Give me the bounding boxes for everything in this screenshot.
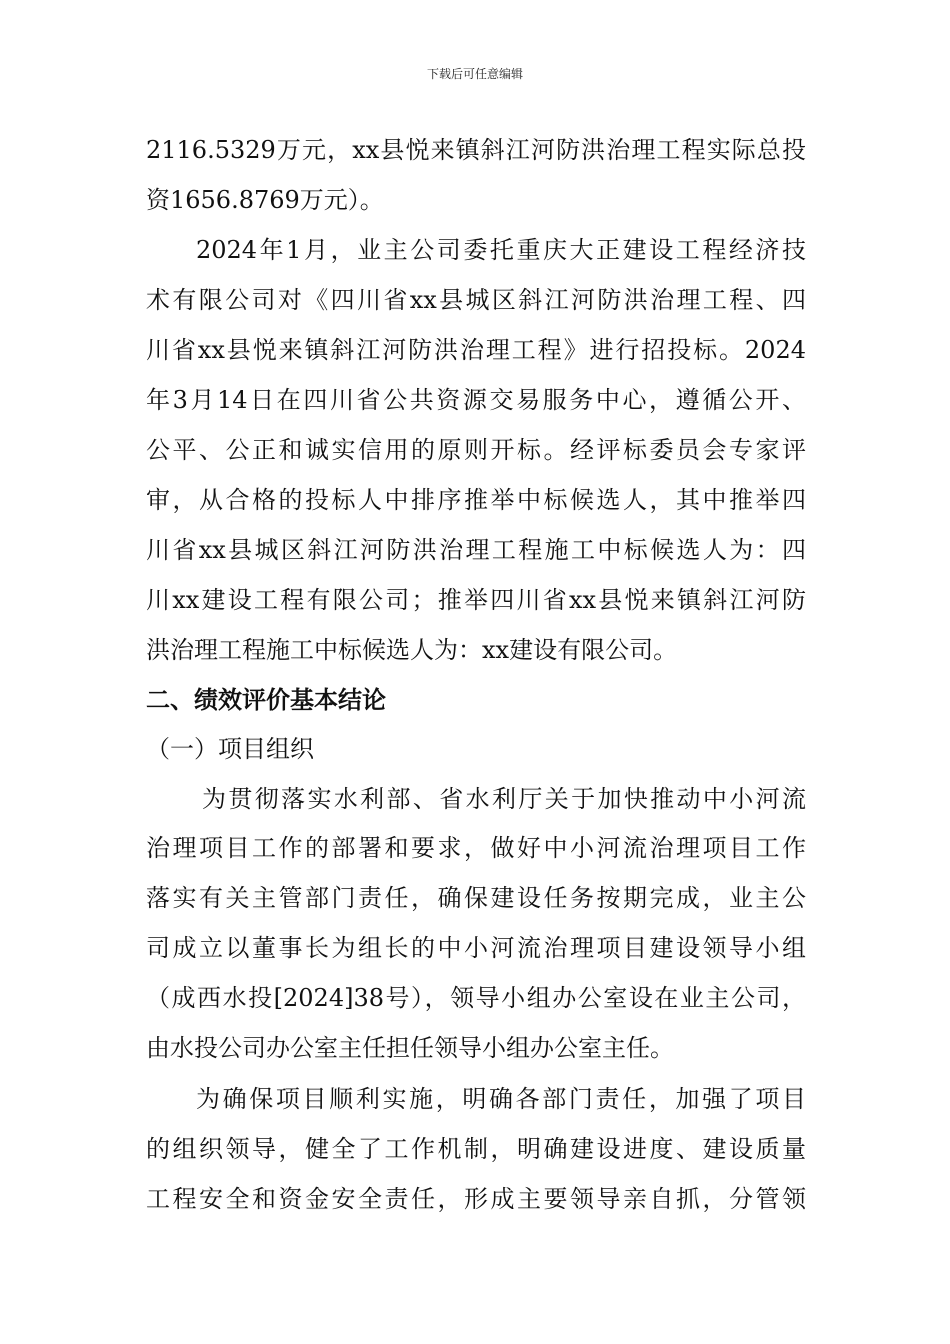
- text-line: 川xx建设工程有限公司；推举四川省xx县悦来镇斜江河防: [146, 586, 806, 614]
- text-line: 术有限公司对《四川省xx县城区斜江河防洪治理工程、四: [146, 286, 806, 314]
- text-line: 年3月14日在四川省公共资源交易服务中心，遵循公开、: [146, 386, 806, 414]
- text-line: 治理项目工作的部署和要求，做好中小河流治理项目工作: [146, 834, 806, 862]
- text-line: 审，从合格的投标人中排序推举中标候选人，其中推举四: [146, 486, 806, 514]
- text-line: 为确保项目顺利实施，明确各部门责任，加强了项目: [196, 1085, 806, 1113]
- page-header-note: 下载后可任意编辑: [426, 67, 523, 81]
- text-line: 落实有关主管部门责任，确保建设任务按期完成，业主公: [146, 884, 806, 912]
- text-line: 由水投公司办公室主任担任领导小组办公室主任。: [146, 1034, 674, 1062]
- text-line: 2116.5329万元，xx县悦来镇斜江河防洪治理工程实际总投: [146, 136, 806, 164]
- text-line: 川省xx县悦来镇斜江河防洪治理工程》进行招投标。2024: [146, 336, 806, 364]
- text-line: 司成立以董事长为组长的中小河流治理项目建设领导小组: [146, 934, 806, 962]
- subsection-heading: （一）项目组织: [146, 735, 314, 763]
- text-line: 为贯彻落实水利部、省水利厅关于加快推动中小河流: [202, 785, 806, 813]
- text-line: 洪治理工程施工中标候选人为：xx建设有限公司。: [146, 636, 678, 664]
- text-line: 工程安全和资金安全责任，形成主要领导亲自抓，分管领: [146, 1185, 806, 1213]
- text-line: 公平、公正和诚实信用的原则开标。经评标委员会专家评: [146, 436, 806, 464]
- section-heading: 二、绩效评价基本结论: [146, 686, 386, 714]
- text-line: 川省xx县城区斜江河防洪治理工程施工中标候选人为：四: [146, 536, 806, 564]
- text-line: （成西水投[2024]38号），领导小组办公室设在业主公司，: [146, 984, 806, 1012]
- text-line: 资1656.8769万元）。: [146, 186, 384, 214]
- text-line: 2024年1月，业主公司委托重庆大正建设工程经济技: [196, 236, 806, 264]
- text-line: 的组织领导，健全了工作机制，明确建设进度、建设质量: [146, 1135, 806, 1163]
